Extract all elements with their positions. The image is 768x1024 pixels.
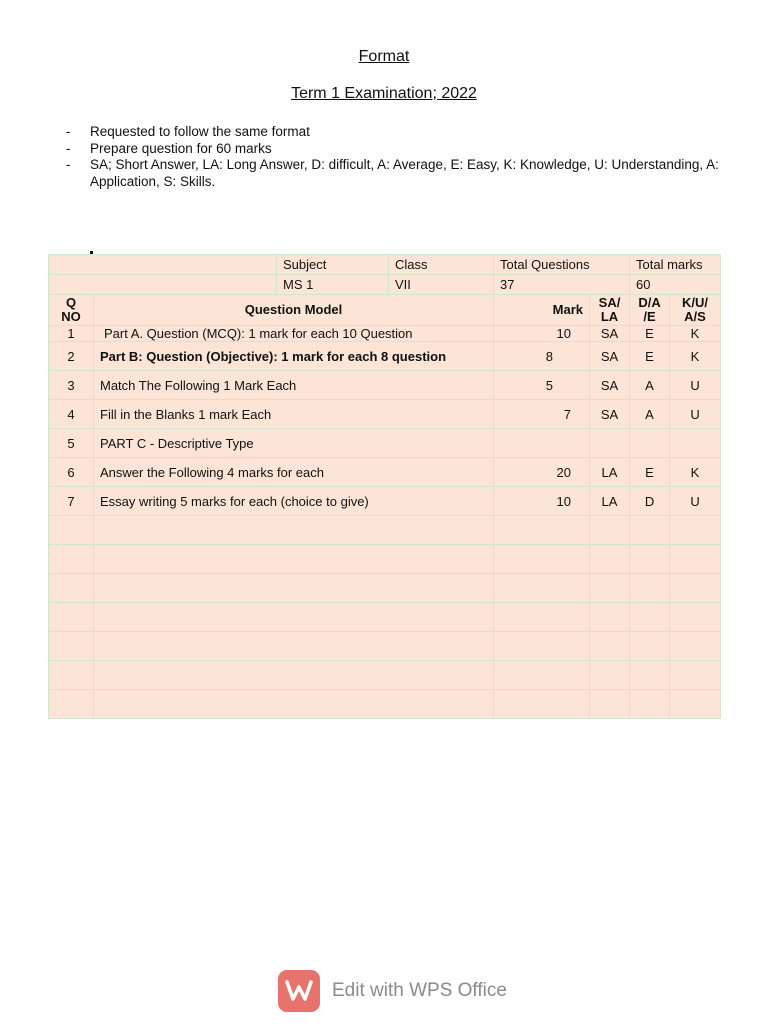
table-row: 3 Match The Following 1 Mark Each 5 SA A U <box>49 371 721 400</box>
class-label: Class <box>389 255 494 275</box>
wps-label: Edit with WPS Office <box>332 980 507 1001</box>
subject-label: Subject <box>277 255 389 275</box>
total-marks-label: Total marks <box>630 255 721 275</box>
header-mark: Mark <box>494 295 590 326</box>
header-question-model: Question Model <box>94 295 494 326</box>
empty-row <box>49 690 721 719</box>
page-subtitle: Term 1 Examination; 2022 <box>291 85 477 102</box>
wps-logo-icon <box>278 970 320 1012</box>
empty-row <box>49 632 721 661</box>
header-d-a-e: D/A /E <box>630 295 670 326</box>
edit-with-wps-button[interactable] <box>278 970 507 1012</box>
table-row: 5 PART C - Descriptive Type <box>49 429 721 458</box>
total-questions-value: 37 <box>494 275 630 295</box>
info-value-row <box>49 275 721 295</box>
header-qno: Q NO <box>49 295 94 326</box>
list-item: - SA; Short Answer, LA: Long Answer, D: difficult, A: Average, E: Easy, K: Knowledge, U: Understanding, A: Application, S: Skills. <box>66 157 719 189</box>
empty-row <box>49 545 721 574</box>
list-item: - Requested to follow the same format <box>66 124 310 139</box>
empty-row <box>49 661 721 690</box>
page-title: Format <box>358 48 410 65</box>
exam-format-table <box>48 254 721 719</box>
subject-value: MS 1 <box>277 275 389 295</box>
total-marks-value: 60 <box>630 275 721 295</box>
info-label-row <box>49 255 721 275</box>
table-row: 6 Answer the Following 4 marks for each 20 LA E K <box>49 458 721 487</box>
empty-row <box>49 516 721 545</box>
header-sa-la: SA/ LA <box>590 295 630 326</box>
total-questions-label: Total Questions <box>494 255 630 275</box>
table-row: 1 Part A. Question (MCQ): 1 mark for each 10 Question 10 SA E K <box>49 326 721 342</box>
class-value: VII <box>389 275 494 295</box>
table-row: 4 Fill in the Blanks 1 mark Each 7 SA A U <box>49 400 721 429</box>
table-row: 2 Part B: Question (Objective): 1 mark for each 8 question 8 SA E K <box>49 342 721 371</box>
list-item: - Prepare question for 60 marks <box>66 140 272 156</box>
table-header-row <box>49 295 721 326</box>
empty-row <box>49 574 721 603</box>
empty-row <box>49 603 721 632</box>
instruction-list <box>66 124 736 190</box>
header-k-u-a-s: K/U/ A/S <box>670 295 721 326</box>
table-row: 7 Essay writing 5 marks for each (choice to give) 10 LA D U <box>49 487 721 516</box>
